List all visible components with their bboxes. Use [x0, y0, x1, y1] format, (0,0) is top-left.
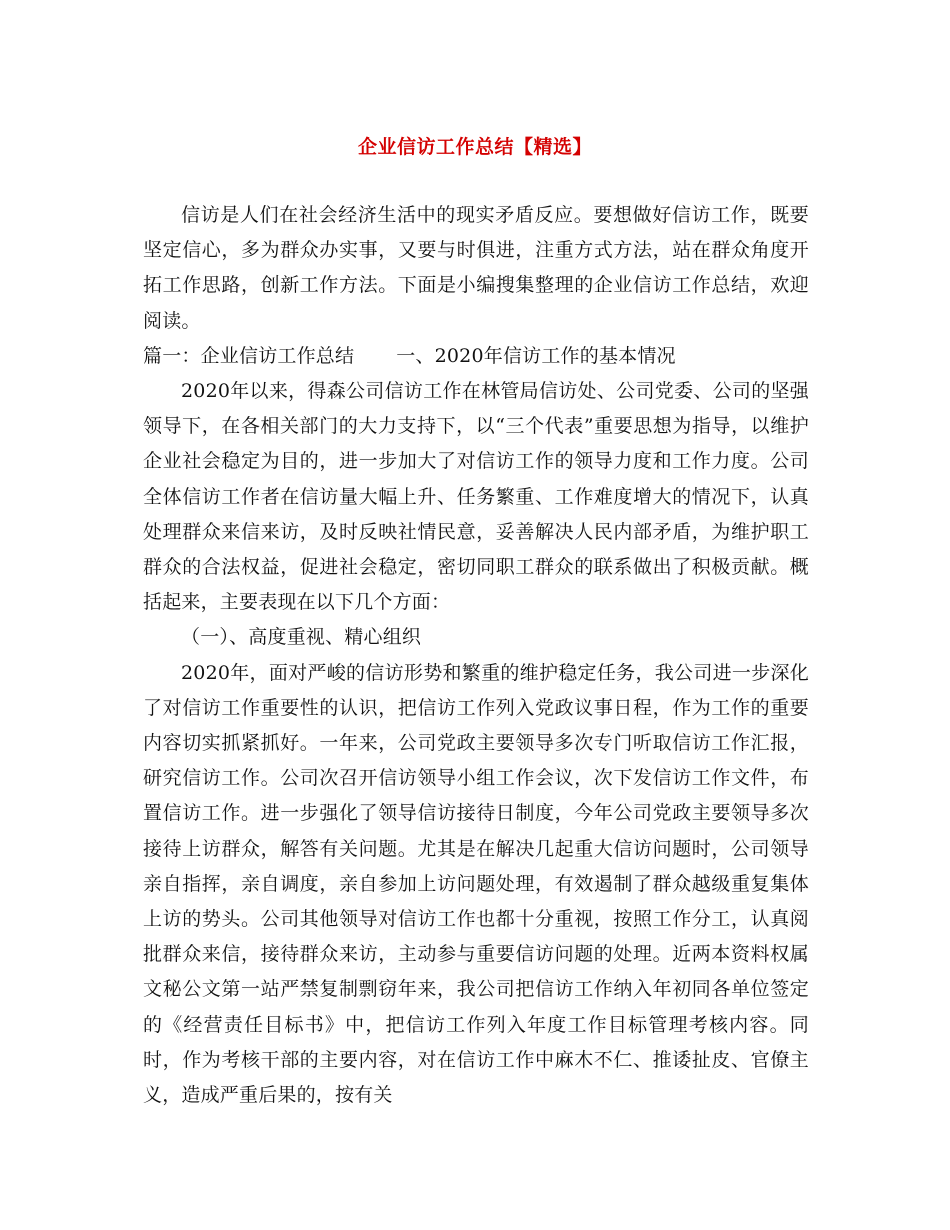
document-body — [143, 198, 809, 1113]
chapter-label: 篇一：企业信访工作总结 — [143, 344, 355, 367]
subheading-1: （一）、高度重视、精心组织 — [181, 626, 422, 649]
chapter-line — [143, 339, 809, 374]
intro-paragraph: 信访是人们在社会经济生活中的现实矛盾反应。要想做好信访工作，既要坚定信心，多为群众办实事，又要与时俱进，注重方式方法，站在群众角度开拓工作思路，创新工作方法。下面是小编搜集整理的企业信访工作总结，欢迎阅读。 — [143, 204, 809, 332]
body-paragraph-1: 2020年以来，得森公司信访工作在林管局信访处、公司党委、公司的坚强领导下，在各相关部门的大力支持下，以“三个代表”重要思想为指导，以维护企业社会稳定为目的，进一步加大了对信访工作的领导力度和工作力度。公司全体信访工作者在信访量大幅上升、任务繁重、工作难度增大的情况下，认真处理群众来信来访，及时反映社情民意，妥善解决人民内部矛盾，为维护职工群众的合法权益，促进社会稳定，密切同职工群众的联系做出了积极贡献。概括起来，主要表现在以下几个方面： — [143, 380, 809, 614]
document-title: 企业信访工作总结【精选】 — [357, 136, 592, 158]
section-heading: 一、2020年信访工作的基本情况 — [396, 344, 676, 367]
body-paragraph-2: 2020年，面对严峻的信访形势和繁重的维护稳定任务，我公司进一步深化了对信访工作重要性的认识，把信访工作列入党政议事日程，作为工作的重要内容切实抓紧抓好。一年来，公司党政主要领导多次专门听取信访工作汇报，研究信访工作。公司次召开信访领导小组工作会议，次下发信访工作文件，布置信访工作。进一步强化了领导信访接待日制度，今年公司党政主要领导多次接待上访群众，解答有关问题。尤其是在解决几起重大信访问题时，公司领导亲自指挥，亲自调度，亲自参加上访问题处理，有效遏制了群众越级重复集体上访的势头。公司其他领导对信访工作也都十分重视，按照工作分工，认真阅批群众来信，接待群众来访，主动参与重要信访问题的处理。近两本资料权属文秘公文第一站严禁复制剽窃年来，我公司把信访工作纳入年初同各单位签定的《经营责任目标书》中，把信访工作列入年度工作目标管理考核内容。同时，作为考核干部的主要内容，对在信访工作中麻木不仁、推诿扯皮、官僚主义，造成严重后果的，按有关 — [143, 661, 809, 1107]
